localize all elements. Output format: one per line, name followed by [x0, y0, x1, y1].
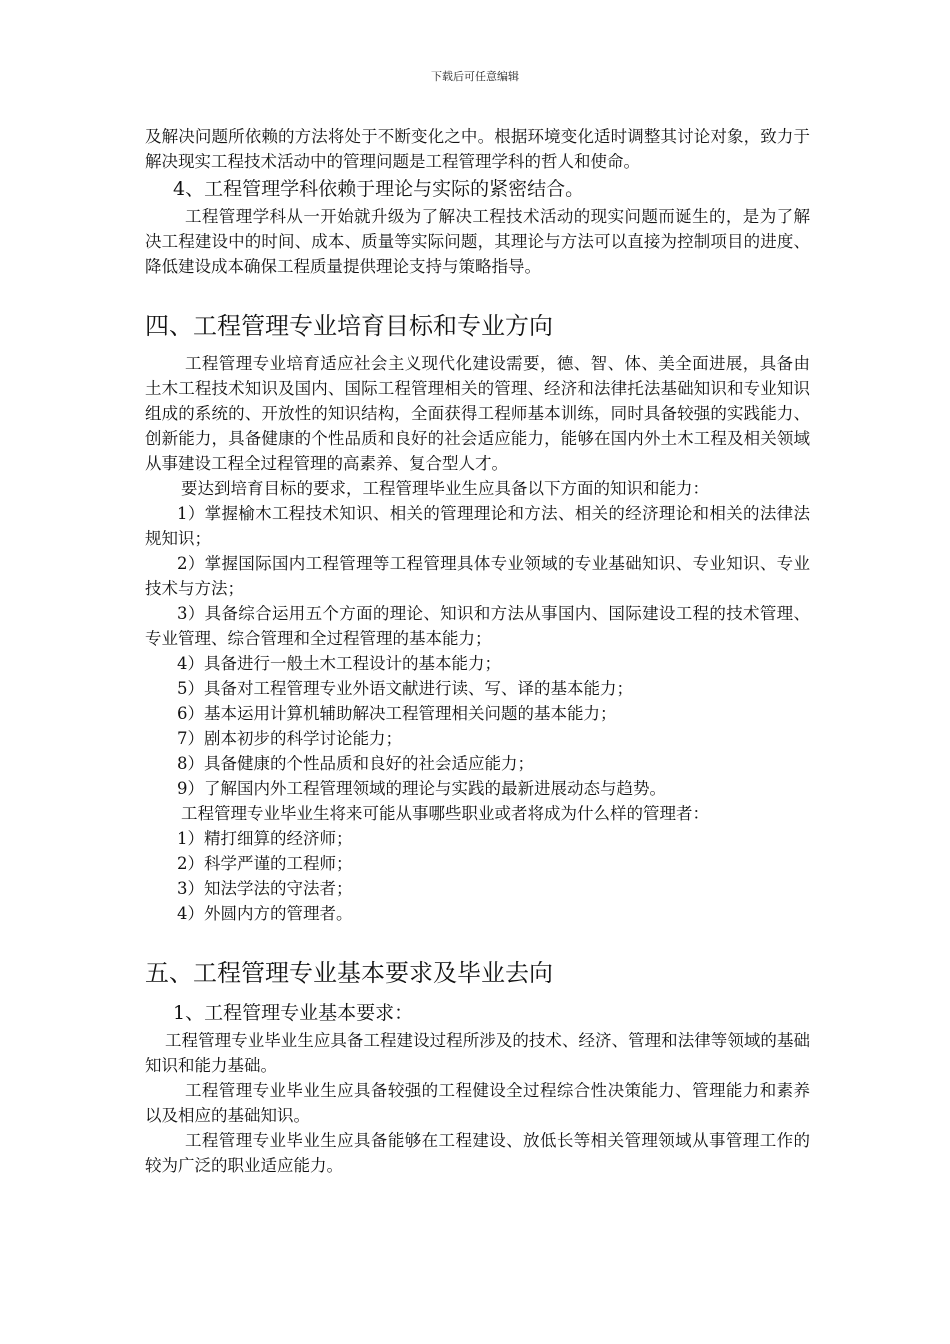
list-item: 4）具备进行一般土木工程设计的基本能力；	[177, 654, 501, 673]
section-4-paragraph-1: 工程管理专业培育适应社会主义现代化建设需要，德、智、体、美全面进展，具备由土木工程技术知识及国内、国际工程管理相关的管理、经济和法律托法基础知识和专业知识组成的系统的、开放性的知识结构，全面获得工程师基本训练，同时具备较强的实践能力、创新能力，具备健康的个性品质和良好的社会适应能力，能够在国内外土木工程及相关领域从事建设工程全过程管理的高素养、复合型人才。	[145, 354, 810, 473]
document-body	[145, 124, 810, 1178]
intro-subheading-4: 4、工程管理学科依赖于理论与实际的紧密结合。	[173, 178, 585, 200]
list-item: 9）了解国内外工程管理领域的理论与实践的最新进展动态与趋势。	[177, 779, 666, 798]
intro-paragraph-1: 及解决问题所依赖的方法将处于不断变化之中。根据环境变化适时调整其讨论对象，致力于解决现实工程技术活动中的管理问题是工程管理学科的哲人和使命。	[145, 127, 810, 171]
section-5-paragraph-2: 工程管理专业毕业生应具备较强的工程健设全过程综合性决策能力、管理能力和素养以及相应的基础知识。	[145, 1081, 810, 1125]
list-item: 6）基本运用计算机辅助解决工程管理相关问题的基本能力；	[177, 704, 617, 723]
list-item: 3）具备综合运用五个方面的理论、知识和方法从事国内、国际建设工程的技术管理、专业管理、综合管理和全过程管理的基本能力；	[145, 604, 810, 648]
list-item: 4）外圆内方的管理者。	[177, 904, 353, 923]
page-header: 下载后可任意编辑	[431, 70, 519, 83]
section-5-heading: 五、工程管理专业基本要求及毕业去向	[145, 959, 553, 987]
section-4-heading: 四、工程管理专业培育目标和专业方向	[145, 312, 553, 340]
list-item: 7）剧本初步的科学讨论能力；	[177, 729, 402, 748]
intro-paragraph-2: 工程管理学科从一开始就升级为了解决工程技术活动的现实问题而诞生的，是为了解决工程建设中的时间、成本、质量等实际问题，其理论与方法可以直接为控制项目的进度、降低建设成本确保工程质量提供理论支持与策略指导。	[145, 207, 810, 276]
section-5-paragraph-1: 工程管理专业毕业生应具备工程建设过程所涉及的技术、经济、管理和法律等领域的基础知识和能力基础。	[145, 1031, 810, 1075]
list-item: 2）掌握国际国内工程管理等工程管理具体专业领域的专业基础知识、专业知识、专业技术与方法；	[145, 554, 810, 598]
roles-list	[145, 826, 810, 926]
section-5-subheading-1: 1、工程管理专业基本要求：	[173, 1002, 414, 1024]
list-item: 2）科学严谨的工程师；	[177, 854, 353, 873]
list-item: 3）知法学法的守法者；	[177, 879, 353, 898]
list-item: 5）具备对工程管理专业外语文献进行读、写、译的基本能力；	[177, 679, 633, 698]
section-4-paragraph-2: 要达到培育目标的要求，工程管理毕业生应具备以下方面的知识和能力：	[181, 479, 709, 498]
section-4-paragraph-3: 工程管理专业毕业生将来可能从事哪些职业或者将成为什么样的管理者：	[181, 804, 709, 823]
abilities-list	[145, 501, 810, 801]
section-5-paragraph-3: 工程管理专业毕业生应具备能够在工程建设、放低长等相关管理领域从事管理工作的较为广泛的职业适应能力。	[145, 1131, 810, 1175]
list-item: 1）掌握榆木工程技术知识、相关的管理理论和方法、相关的经济理论和相关的法律法规知识；	[145, 504, 810, 548]
list-item: 1）精打细算的经济师；	[177, 829, 353, 848]
list-item: 8）具备健康的个性品质和良好的社会适应能力；	[177, 754, 534, 773]
